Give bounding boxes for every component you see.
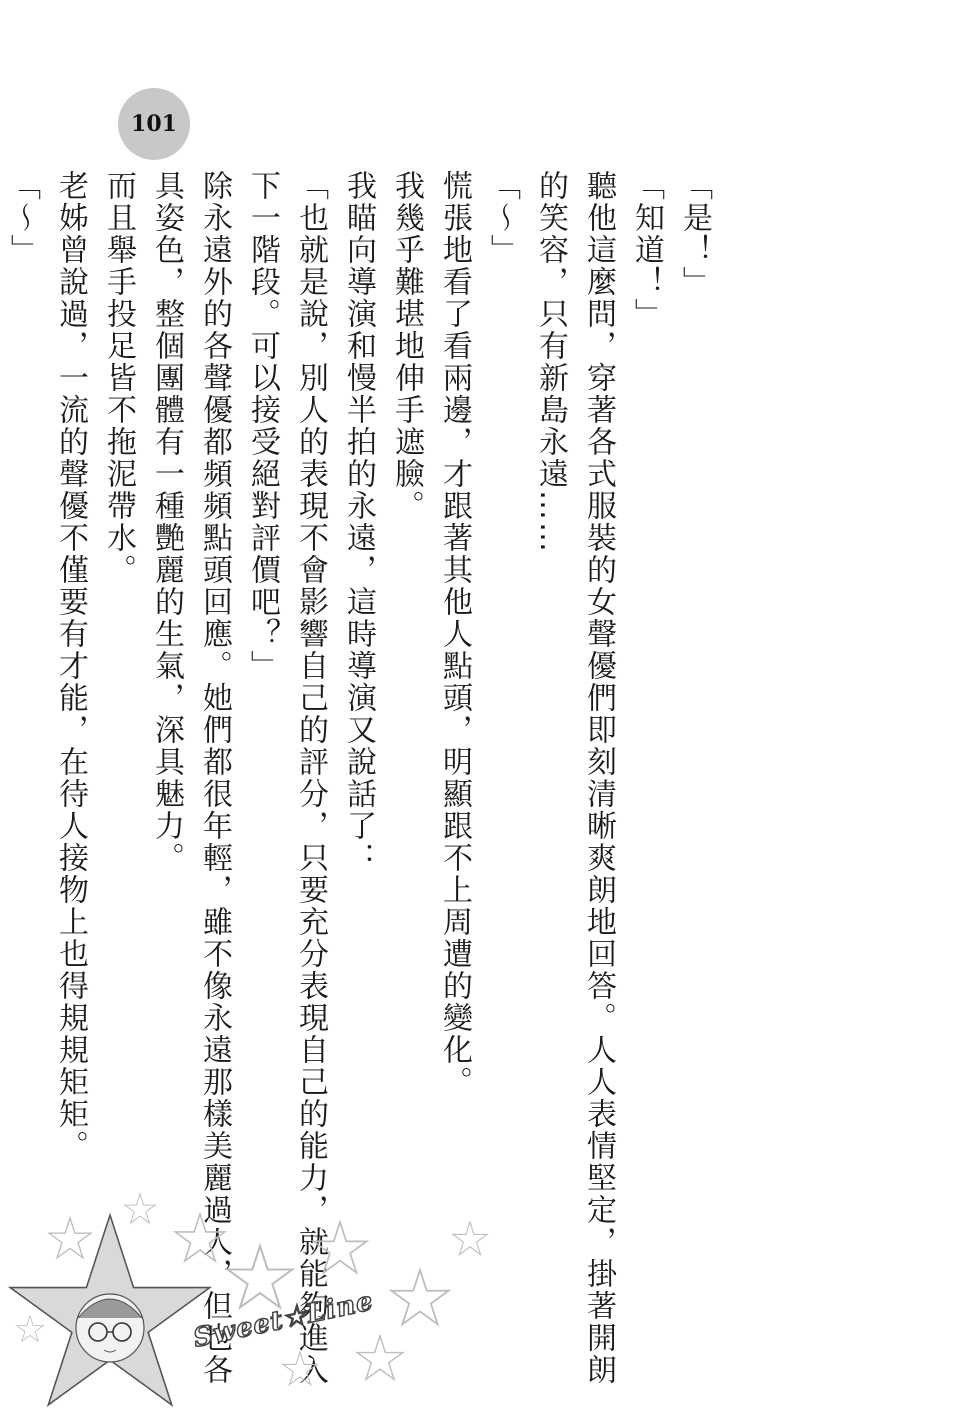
page-number: 101: [131, 111, 177, 137]
character-star-icon: [10, 1215, 210, 1405]
text-column: 「是！」: [677, 170, 712, 298]
text-column: 老姊曾說過，一流的聲優不僅要有才能，在待人接物上也得規規矩矩。: [53, 170, 88, 1162]
text-column: 而且舉手投足皆不拖泥帶水。: [101, 170, 136, 586]
text-column: 「知道！」: [629, 170, 664, 330]
star-decoration: [0, 1180, 520, 1409]
text-column: 「也就是說，別人的表現不會影響自己的評分，只要充分表現自己的能力，就能夠進入: [293, 170, 328, 1386]
text-column: 具姿色，整個團體有一種艷麗的生氣，深具魅力。: [149, 170, 184, 874]
text-column: 「～」: [485, 170, 520, 266]
text-column: 聽他這麼問，穿著各式服裝的女聲優們即刻清晰爽朗地回答。人人表情堅定，掛著開朗: [581, 170, 616, 1386]
sweet-line-logo: Sweet★Line: [190, 1286, 377, 1354]
text-column: 除永遠外的各聲優都頻頻點頭回應。她們都很年輕，雖不像永遠那樣美麗過人，但也各: [197, 170, 232, 1386]
text-column: 我瞄向導演和慢半拍的永遠，這時導演又說話了：: [341, 170, 376, 874]
text-column: 「～」: [5, 170, 40, 266]
text-column: 下一階段。可以接受絕對評價吧？」: [245, 170, 280, 682]
text-column: 慌張地看了看兩邊，才跟著其他人點頭，明顯跟不上周遭的變化。: [437, 170, 472, 1098]
text-column: 的笑容，只有新島永遠……: [533, 170, 568, 554]
text-column: 我幾乎難堪地伸手遮臉。: [389, 170, 424, 522]
page-number-badge: [118, 88, 190, 160]
